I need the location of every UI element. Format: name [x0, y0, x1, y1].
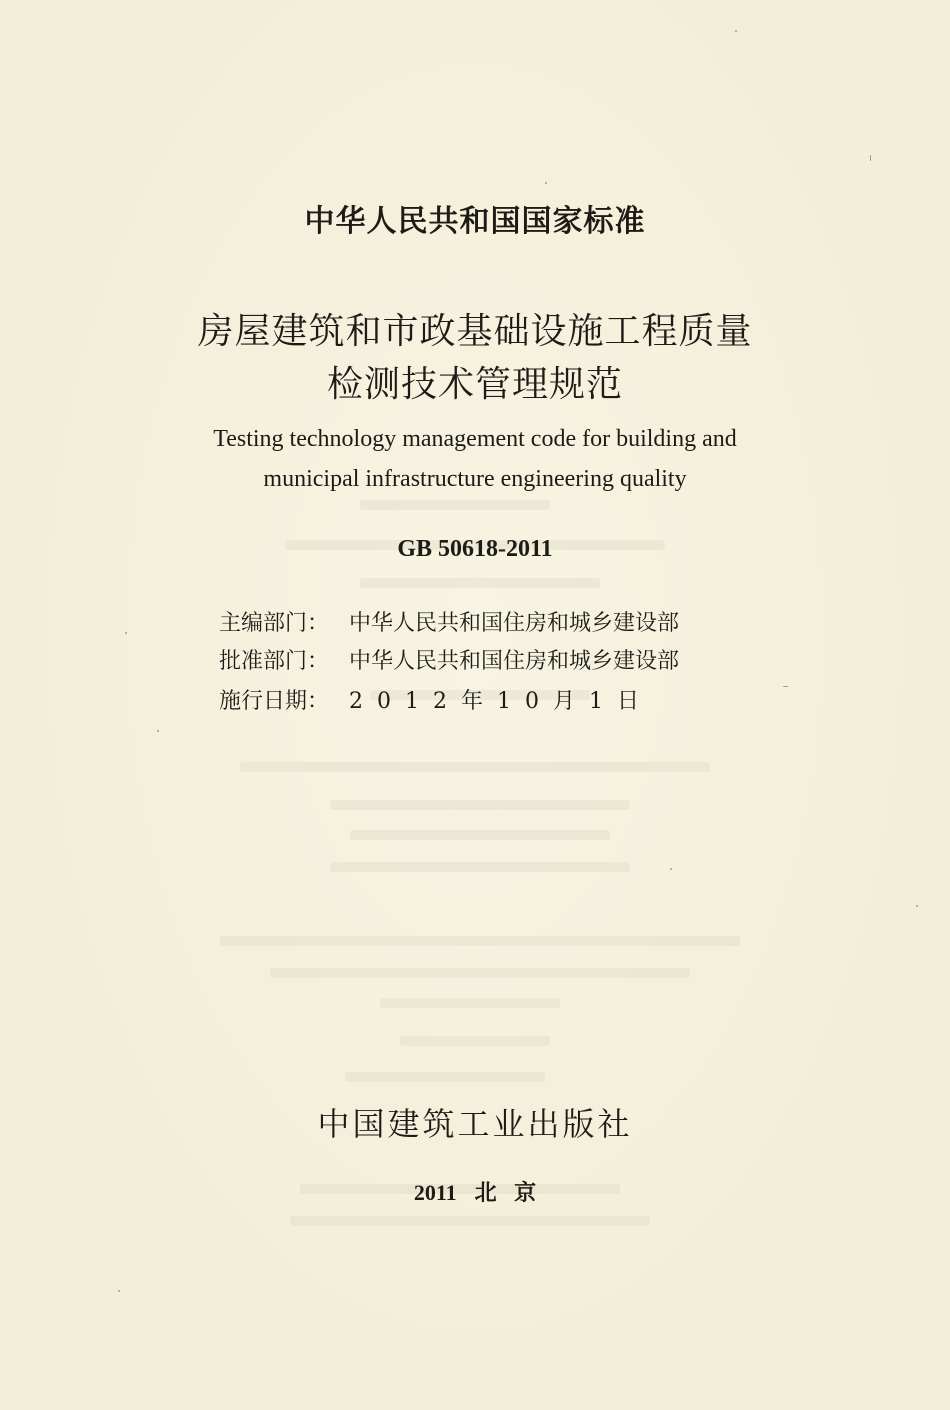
effective-date-row [219, 684, 779, 715]
bleed-through-mark [330, 862, 630, 872]
effective-date-value: 2012年10月1日 [349, 689, 653, 714]
paper-speck [157, 730, 159, 732]
standard-code: GB 50618-2011 [397, 536, 553, 562]
bleed-through-mark [240, 762, 710, 772]
national-standard-heading: 中华人民共和国国家标准 [304, 204, 646, 239]
title-en-line2: municipal infrastructure engineering quality [263, 466, 687, 492]
paper-speck [870, 155, 871, 161]
paper-speck [118, 1290, 120, 1292]
paper-speck [783, 686, 788, 687]
approver-value: 中华人民共和国住房和城乡建设部 [349, 649, 680, 674]
paper-speck [670, 868, 672, 870]
title-en-line1: Testing technology management code for building and [213, 426, 737, 452]
publication-year: 2011 [413, 1180, 457, 1205]
paper-speck [545, 182, 547, 184]
bleed-through-mark [350, 830, 610, 840]
bleed-through-mark [345, 1072, 545, 1082]
bleed-through-mark [360, 500, 550, 510]
bleed-through-mark [380, 998, 560, 1008]
bleed-through-mark [290, 1216, 650, 1226]
effective-date-label: 施行日期： [219, 689, 330, 714]
paper-speck [125, 632, 127, 634]
approver-row [219, 644, 779, 675]
editor-label: 主编部门： [219, 611, 330, 636]
paper-speck [916, 905, 918, 907]
title-zh-line2: 检测技术管理规范 [326, 364, 623, 405]
paper-speck [735, 30, 737, 32]
approver-label: 批准部门： [219, 649, 330, 674]
bleed-through-mark [220, 936, 740, 946]
publication-place [0, 1176, 950, 1207]
publication-city: 北 京 [474, 1180, 537, 1205]
editor-value: 中华人民共和国住房和城乡建设部 [349, 611, 680, 636]
bleed-through-mark [270, 968, 690, 978]
bleed-through-mark [330, 800, 630, 810]
editor-row [219, 606, 779, 637]
bleed-through-mark [400, 1036, 550, 1046]
bleed-through-mark [360, 578, 600, 588]
title-zh-line1: 房屋建筑和市政基础设施工程质量 [197, 311, 753, 352]
publisher-name: 中国建筑工业出版社 [317, 1105, 633, 1143]
